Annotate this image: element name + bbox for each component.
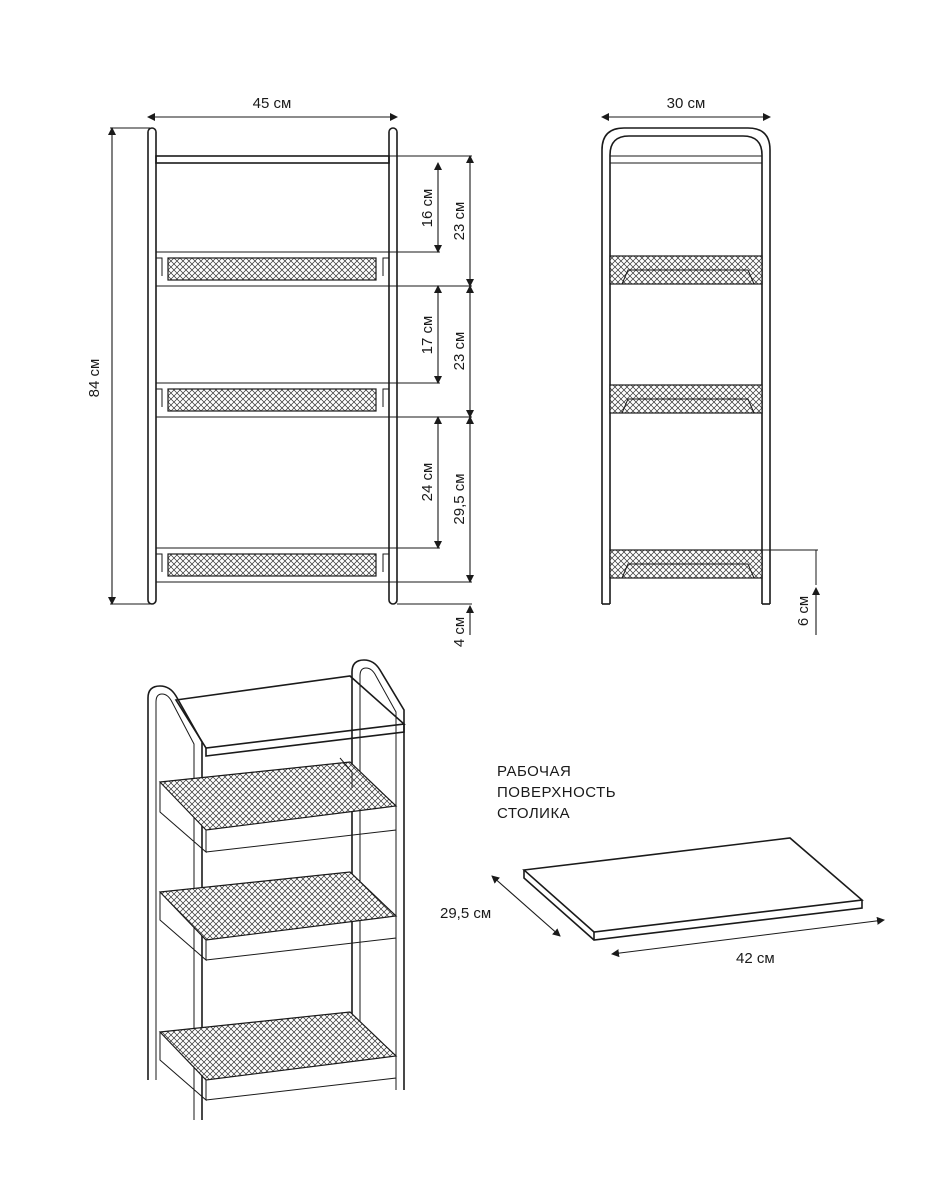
front-height-label: 84 см <box>86 358 103 398</box>
tabletop-caption-line1: РАБОЧАЯ <box>497 763 572 780</box>
side-foot-label: 6 см <box>795 595 812 627</box>
iso-basket-1 <box>160 758 396 852</box>
front-gap2-inner-label: 17 см <box>419 315 436 355</box>
front-right-upright <box>389 128 397 604</box>
front-gap2-outer-label: 23 см <box>451 331 468 371</box>
front-gap1-inner-label: 16 см <box>419 188 436 228</box>
isometric-view <box>148 660 404 1120</box>
iso-basket-2 <box>160 872 396 960</box>
tabletop-detail <box>440 763 884 967</box>
side-depth-label: 30 см <box>666 95 706 112</box>
side-view <box>602 95 818 635</box>
front-gap3-outer-label: 29,5 см <box>451 473 468 525</box>
front-width-label: 45 см <box>252 95 292 112</box>
front-gap3-inner-label: 24 см <box>419 462 436 502</box>
tabletop-depth-line <box>492 876 560 936</box>
front-left-upright <box>148 128 156 604</box>
tabletop-width-label: 42 см <box>736 950 775 967</box>
side-outer-frame <box>602 128 770 604</box>
front-basket-1 <box>156 252 389 286</box>
tabletop-board <box>524 838 862 932</box>
front-basket-3 <box>156 548 389 582</box>
front-foot-label: 4 см <box>451 616 468 648</box>
side-basket-3 <box>610 550 762 578</box>
front-view <box>86 95 472 647</box>
tabletop-caption-line3: СТОЛИКА <box>497 805 571 822</box>
side-basket-2 <box>610 385 762 413</box>
front-gap1-outer-label: 23 см <box>451 201 468 241</box>
tabletop-caption-line2: ПОВЕРХНОСТЬ <box>497 784 617 801</box>
tabletop-depth-label: 29,5 см <box>440 905 492 922</box>
front-basket-2 <box>156 383 389 417</box>
front-tabletop <box>156 156 389 163</box>
iso-tabletop <box>176 676 404 748</box>
iso-basket-3 <box>160 1012 396 1100</box>
side-basket-1 <box>610 256 762 284</box>
